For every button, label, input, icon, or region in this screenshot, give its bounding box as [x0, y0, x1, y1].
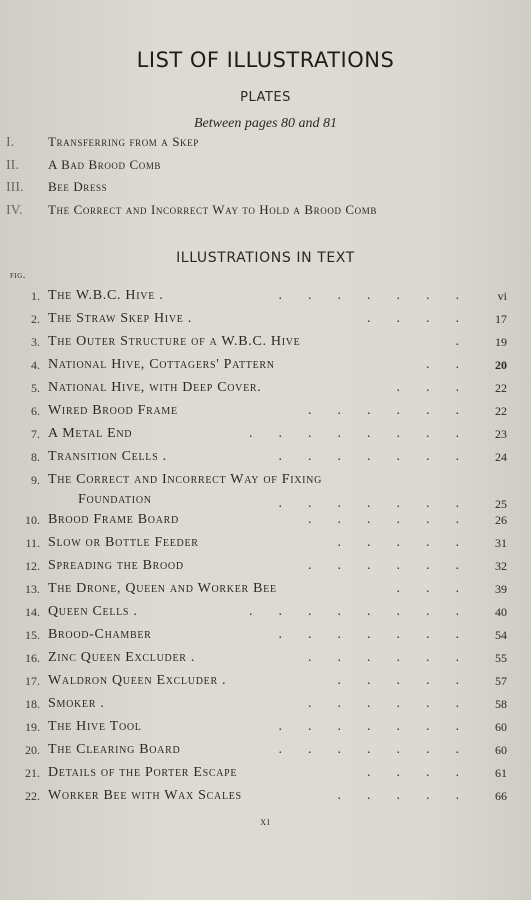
figure-row [0, 423, 531, 445]
figure-title: Slow or Bottle Feeder [48, 535, 199, 550]
figure-page: 23 [495, 427, 507, 441]
figure-page: 61 [495, 766, 507, 780]
plate-title: Transferring from a Skep [48, 134, 199, 149]
page-title: LIST OF ILLUSTRATIONS [136, 48, 395, 72]
figure-number: 6. [31, 404, 40, 418]
figure-number: 5. [31, 381, 40, 395]
figure-title: The Correct and Incorrect Way of Fixing [48, 472, 323, 487]
figure-page: 66 [495, 789, 507, 803]
figure-page: 58 [495, 697, 507, 711]
figure-row [0, 693, 531, 715]
figure-row [0, 785, 531, 807]
figure-title: Waldron Queen Excluder . [48, 673, 227, 688]
leader-dots: .... [367, 311, 485, 326]
figure-number: 22. [25, 789, 40, 803]
plate-title: Bee Dress [48, 179, 108, 194]
figure-title: Transition Cells . [48, 449, 167, 464]
figure-page: 17 [495, 312, 507, 326]
leader-dots: ..... [337, 673, 485, 688]
figure-title: Zinc Queen Excluder . [48, 650, 196, 665]
figure-title: The W.B.C. Hive . [48, 288, 164, 303]
figure-number: 7. [31, 427, 40, 441]
figure-page: 25 [495, 497, 507, 511]
figure-number: 20. [25, 743, 40, 757]
figure-number: 13. [25, 582, 40, 596]
fig-column-label: fig. [10, 270, 26, 281]
leader-dots: ....... [278, 742, 485, 757]
figure-page: 26 [495, 513, 507, 527]
leader-dots: ........ [249, 426, 485, 441]
figure-page: 57 [495, 674, 507, 688]
plate-item [6, 177, 107, 197]
figure-title: Worker Bee with Wax Scales [48, 788, 242, 803]
plate-number: IV. [6, 203, 23, 218]
figure-number: 12. [25, 559, 40, 573]
figure-row [0, 578, 531, 600]
leader-dots: ...... [308, 512, 485, 527]
figure-page: 20 [495, 358, 507, 372]
figure-row [0, 670, 531, 692]
figure-row [0, 762, 531, 784]
leader-dots: ... [396, 581, 485, 596]
figure-title: Spreading the Brood [48, 558, 184, 573]
figure-row [0, 532, 531, 554]
figure-title-continued: Foundation [78, 492, 152, 507]
figure-title: National Hive, with Deep Cover. [48, 380, 262, 395]
figure-number: 16. [25, 651, 40, 665]
leader-dots: ... [396, 380, 485, 395]
figure-number: 8. [31, 450, 40, 464]
figure-row [0, 285, 531, 307]
figure-number: 14. [25, 605, 40, 619]
figure-title: The Clearing Board [48, 742, 181, 757]
leader-dots: ..... [337, 535, 485, 550]
figure-title: Queen Cells . [48, 604, 138, 619]
figure-row [0, 377, 531, 399]
figure-row [0, 308, 531, 330]
figure-title: Wired Brood Frame [48, 403, 178, 418]
plate-item [6, 200, 377, 220]
figure-number: 15. [25, 628, 40, 642]
figure-row [0, 601, 531, 623]
figure-title: Brood-Chamber [48, 627, 152, 642]
figure-page: 22 [495, 381, 507, 395]
figure-row [0, 624, 531, 646]
leader-dots: ....... [278, 719, 485, 734]
plate-title: A Bad Brood Comb [48, 157, 162, 172]
figure-row [0, 331, 531, 353]
leader-dots: ...... [308, 558, 485, 573]
page-folio: xi [260, 816, 271, 828]
figure-page: 60 [495, 720, 507, 734]
plate-number: I. [6, 135, 15, 150]
figure-row [0, 739, 531, 761]
figure-page: vi [497, 289, 507, 303]
figure-page: 39 [495, 582, 507, 596]
figure-title: Smoker . [48, 696, 105, 711]
figure-title: Brood Frame Board [48, 512, 179, 527]
figure-title: A Metal End [48, 426, 133, 441]
figure-number: 18. [25, 697, 40, 711]
figure-page: 24 [495, 450, 507, 464]
figure-number: 3. [31, 335, 40, 349]
figure-page: 54 [495, 628, 507, 642]
plate-item [6, 155, 161, 175]
plate-number: III. [6, 180, 24, 195]
leader-dots: ....... [278, 288, 485, 303]
leader-dots: .... [367, 765, 485, 780]
figure-number: 9. [31, 473, 40, 487]
figure-number: 2. [31, 312, 40, 326]
leader-dots: ...... [308, 696, 485, 711]
plate-title: The Correct and Incorrect Way to Hold a Brood Comb [48, 202, 377, 217]
figure-page: 22 [495, 404, 507, 418]
figure-row [0, 354, 531, 376]
figure-number: 21. [25, 766, 40, 780]
figure-row [0, 400, 531, 422]
figure-page: 19 [495, 335, 507, 349]
figure-number: 11. [25, 536, 40, 550]
leader-dots: ....... [278, 496, 485, 511]
leader-dots: ...... [308, 403, 485, 418]
figure-row [0, 509, 531, 531]
figure-title: The Straw Skep Hive . [48, 311, 192, 326]
figure-title: Details of the Porter Escape [48, 765, 238, 780]
leader-dots: . [455, 334, 485, 349]
text-illustrations-heading: ILLUSTRATIONS IN TEXT [176, 250, 355, 266]
figure-number: 1. [31, 289, 40, 303]
leader-dots: ....... [278, 627, 485, 642]
figure-number: 19. [25, 720, 40, 734]
figure-row [0, 647, 531, 669]
figure-page: 31 [495, 536, 507, 550]
leader-dots: ..... [337, 788, 485, 803]
plate-item [6, 132, 199, 152]
figure-page: 40 [495, 605, 507, 619]
leader-dots: ....... [278, 449, 485, 464]
figure-page: 55 [495, 651, 507, 665]
figure-title: The Hive Tool [48, 719, 142, 734]
plates-heading: PLATES [240, 90, 291, 105]
figure-row [0, 555, 531, 577]
leader-dots: ...... [308, 650, 485, 665]
figure-page: 32 [495, 559, 507, 573]
leader-dots: .. [426, 357, 485, 372]
figure-title: National Hive, Cottagers' Pattern [48, 357, 275, 372]
figure-number: 10. [25, 513, 40, 527]
figure-row [0, 716, 531, 738]
figure-title: The Drone, Queen and Worker Bee [48, 581, 277, 596]
figure-title: The Outer Structure of a W.B.C. Hive [48, 334, 301, 349]
figure-number: 4. [31, 358, 40, 372]
leader-dots: ........ [249, 604, 485, 619]
figure-page: 60 [495, 743, 507, 757]
plates-page-range: Between pages 80 and 81 [193, 116, 338, 131]
plate-number: II. [6, 158, 19, 173]
figure-number: 17. [25, 674, 40, 688]
figure-row [0, 446, 531, 468]
